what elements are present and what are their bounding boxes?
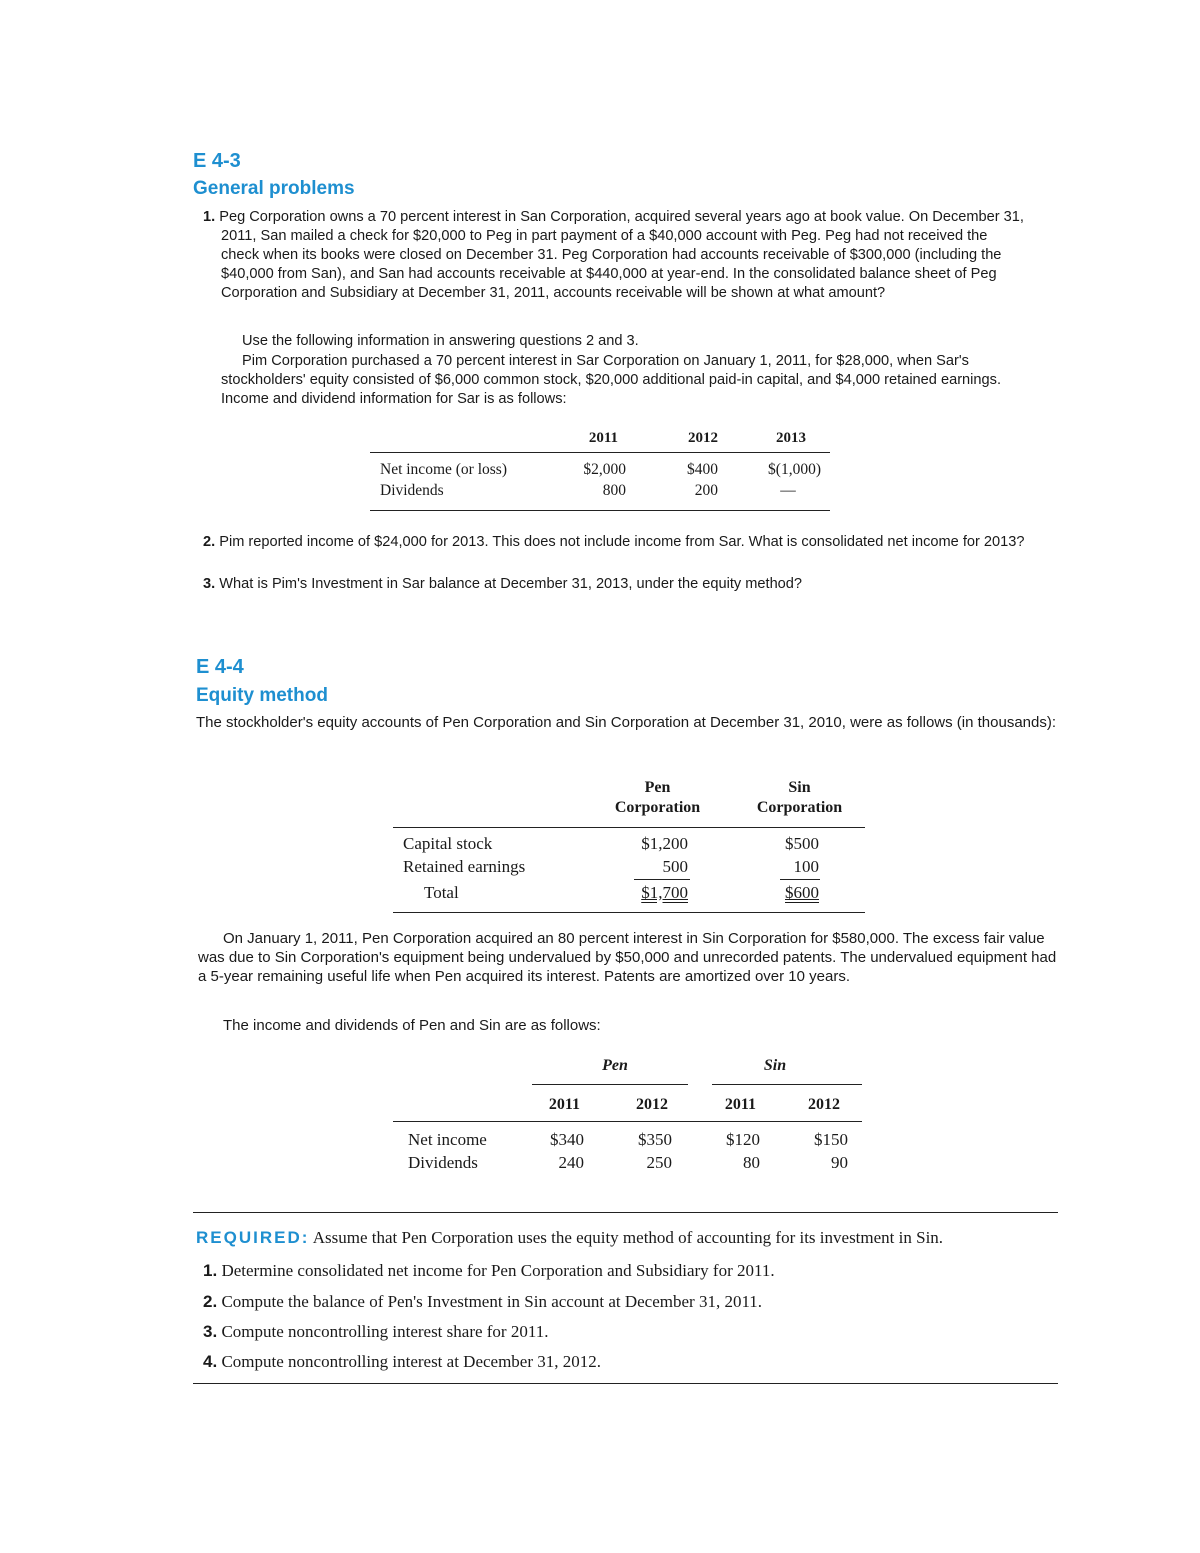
row-label: Dividends <box>408 1153 478 1172</box>
question-3 <box>203 575 1029 594</box>
row-label: Dividends <box>380 482 444 499</box>
section-rule <box>193 1212 1058 1213</box>
year-header: 2011 <box>724 1096 756 1113</box>
table-cell: 250 <box>646 1153 672 1172</box>
row-label: Retained earnings <box>403 857 526 876</box>
required-item-number: 2. <box>203 1292 218 1311</box>
table-cell: $600 <box>785 883 819 902</box>
table-cell: 800 <box>602 482 626 499</box>
question-text: Peg Corporation owns a 70 percent interest in San Corporation, acquired several years ago at book value. On December 31, 2011, San mailed a check for $20,000 to Peg in part payment of a $40,000 account with Peg. Peg had not received the check when its books were closed on December 31. Peg Corporation had accounts receivable of $300,000 (including the $40,000 from San), and San had accounts receivable at $440,000 at year-end. In the consolidated balance sheet of Peg Corporation and Subsidiary at December 31, 2011, accounts receivable will be shown at what amount? <box>219 209 1024 301</box>
intro-paragraph: The stockholder's equity accounts of Pen Corporation and Sin Corporation at December 31, 2010, were as follows (in thousands): <box>196 714 1057 731</box>
year-header: 2012 <box>808 1096 840 1113</box>
question-number: 2. <box>203 534 216 550</box>
exercise-number: E 4-3 <box>193 150 241 172</box>
question-2 <box>203 533 1029 552</box>
required-item <box>203 1322 548 1342</box>
required-item-text: Determine consolidated net income for Pen Corporation and Subsidiary for 2011. <box>221 1261 775 1280</box>
year-header: 2012 <box>636 1096 668 1113</box>
table-cell: $500 <box>785 834 819 853</box>
year-header: 2013 <box>776 430 806 446</box>
required-text: Assume that Pen Corporation uses the equity method of accounting for its investment in Sin. <box>312 1228 944 1247</box>
section-rule <box>193 1383 1058 1384</box>
row-label: Total <box>424 883 459 902</box>
required-label: REQUIRED: <box>196 1228 310 1247</box>
row-label: Net income <box>408 1130 487 1149</box>
group-rule <box>712 1084 862 1085</box>
sum-rule <box>634 879 690 880</box>
table-cell: 240 <box>558 1153 584 1172</box>
table-rule <box>370 510 830 511</box>
table-cell: — <box>780 482 796 499</box>
required-item-text: Compute noncontrolling interest at December 31, 2012. <box>221 1352 602 1371</box>
table-cell: 80 <box>743 1153 760 1172</box>
required-item <box>203 1261 775 1281</box>
table-cell: $400 <box>687 461 718 478</box>
required-item-number: 4. <box>203 1352 218 1371</box>
table-cell: $2,000 <box>583 461 626 478</box>
pim-paragraph: Pim Corporation purchased a 70 percent interest in Sar Corporation on January 1, 2011, for $28,000, when Sar's stockholders' equity consisted of $6,000 common stock, $20,000 additional paid-in capital, and $4,000 retained earnings. Income and dividend information for Sar is as follows: <box>221 353 1001 407</box>
income-intro: The income and dividends of Pen and Sin are as follows: <box>223 1017 601 1034</box>
required-item-number: 3. <box>203 1322 218 1341</box>
table-cell: 200 <box>694 482 718 499</box>
column-header: Pen <box>644 779 671 796</box>
exercise-title: Equity method <box>196 685 328 706</box>
table-rule <box>370 452 830 453</box>
year-header: 2011 <box>588 430 618 446</box>
table-cell: 100 <box>793 857 819 876</box>
year-header: 2011 <box>548 1096 580 1113</box>
table-cell: $(1,000) <box>768 461 821 478</box>
acquisition-paragraph: On January 1, 2011, Pen Corporation acquired an 80 percent interest in Sin Corporation for $580,000. The excess fair value was due to Sin Corporation's equipment being undervalued by $50,000 and unrecorded patents. The undervalued equipment had a 5-year remaining useful life when Pen acquired its interest. Patents are amortized over 10 years. <box>198 930 1057 985</box>
column-header: Corporation <box>756 799 843 816</box>
sum-rule <box>780 879 820 880</box>
table-cell: $120 <box>726 1130 760 1149</box>
required-item-text: Compute noncontrolling interest share for 2011. <box>221 1322 549 1341</box>
required-item-text: Compute the balance of Pen's Investment in Sin account at December 31, 2011. <box>221 1292 763 1311</box>
table-rule <box>393 827 865 828</box>
table-cell: $1,200 <box>641 834 688 853</box>
question-text: What is Pim's Investment in Sar balance at December 31, 2013, under the equity method? <box>219 576 803 592</box>
group-header: Pen <box>602 1057 628 1074</box>
question-number: 1. <box>203 209 216 225</box>
table-rule <box>393 1121 862 1122</box>
question-text: Pim reported income of $24,000 for 2013. This does not include income from Sar. What is consolidated net income for 2013? <box>219 534 1025 550</box>
required-line <box>196 1228 943 1248</box>
required-item-number: 1. <box>203 1261 218 1280</box>
column-header: Corporation <box>614 799 701 816</box>
required-item <box>203 1352 601 1372</box>
question-1 <box>203 208 1029 303</box>
year-header: 2012 <box>688 430 718 446</box>
table-cell: $350 <box>638 1130 672 1149</box>
row-label: Net income (or loss) <box>380 461 507 478</box>
group-rule <box>532 1084 688 1085</box>
use-info-text: Use the following information in answering questions 2 and 3. <box>242 333 639 349</box>
table-cell: $150 <box>814 1130 848 1149</box>
table-cell: $340 <box>550 1130 584 1149</box>
table-rule <box>393 912 865 913</box>
group-header: Sin <box>763 1057 787 1074</box>
exercise-number: E 4-4 <box>196 656 244 678</box>
table-cell: $1,700 <box>641 883 688 902</box>
table-cell: 500 <box>662 857 688 876</box>
column-header: Sin <box>788 779 811 796</box>
table-cell: 90 <box>831 1153 848 1172</box>
row-label: Capital stock <box>403 834 493 853</box>
required-item <box>203 1292 762 1312</box>
exercise-title: General problems <box>193 178 355 199</box>
question-number: 3. <box>203 576 216 592</box>
